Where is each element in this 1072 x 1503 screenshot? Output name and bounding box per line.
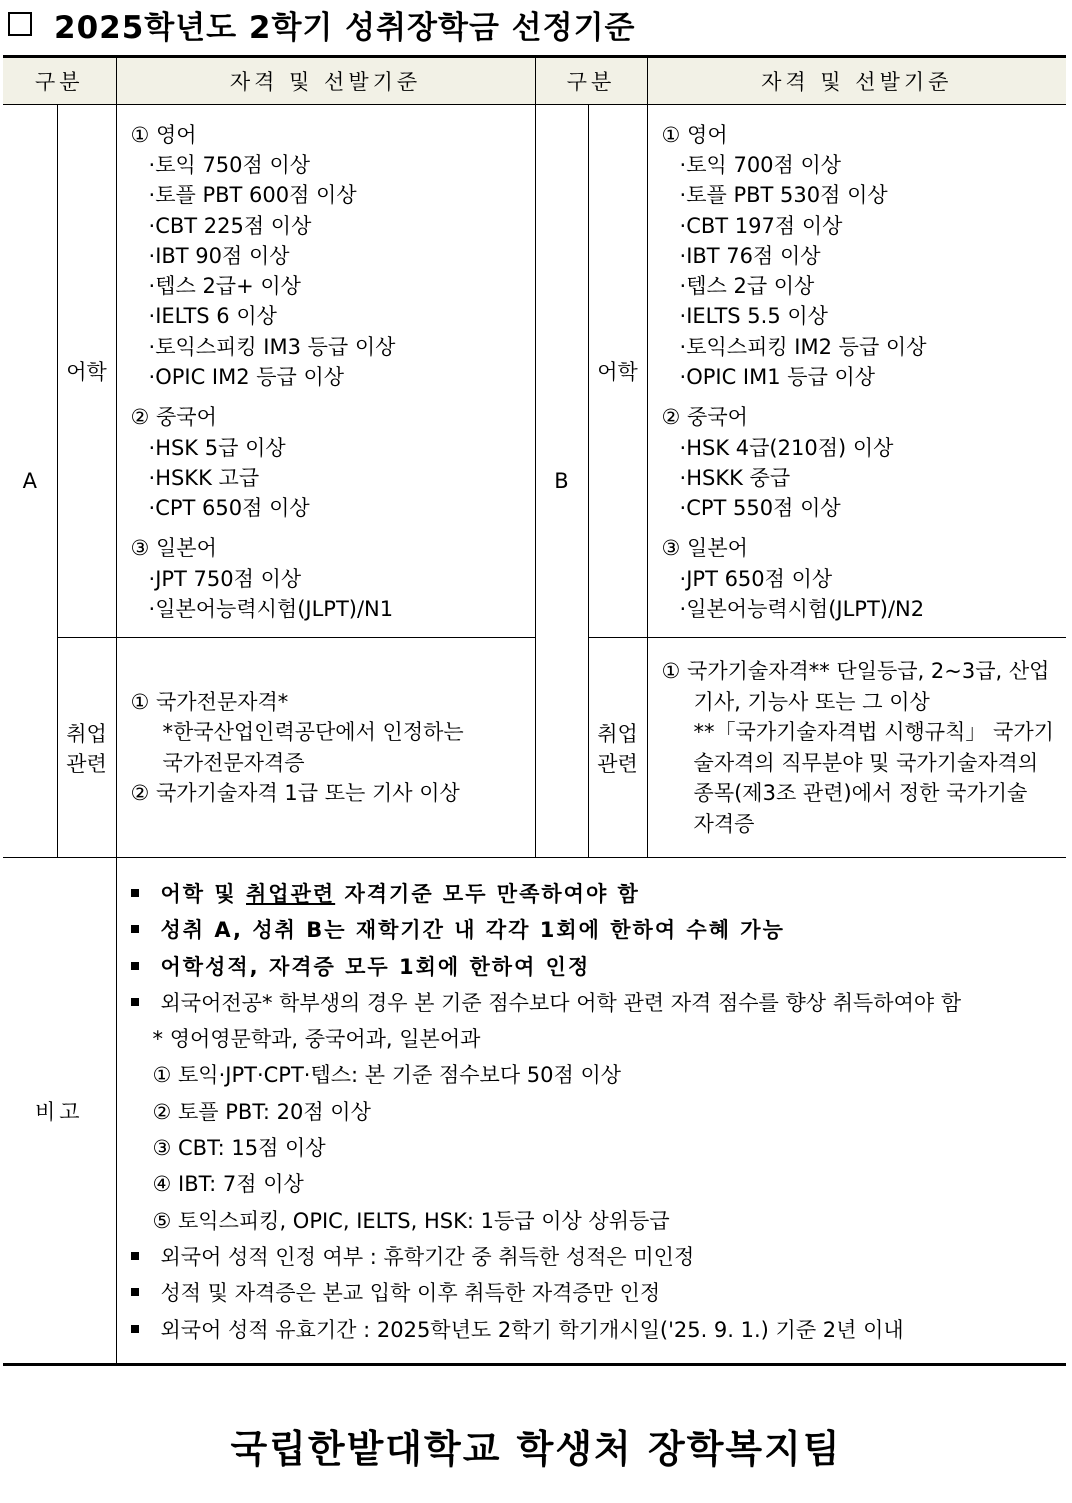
lang-b-line: ·IBT 76점 이상 <box>679 243 821 268</box>
square-bullet-icon <box>131 925 139 933</box>
document-title <box>6 2 635 46</box>
remark-subitem: ② 토플 PBT: 20점 이상 <box>152 1099 371 1124</box>
title-text: 2025학년도 2학기 성취장학금 선정기준 <box>54 9 636 46</box>
grade-b-language-label: 어학 <box>588 105 647 638</box>
lang-a-line: ③ 일본어 <box>130 536 217 561</box>
lang-b-line: ·일본어능력시험(JLPT)/N2 <box>679 597 925 622</box>
square-bullet-icon <box>131 962 139 970</box>
header-criteria-a: 자격 및 선발기준 <box>116 57 535 105</box>
remark-item <box>131 949 1067 985</box>
remark-text: 외국어 성적 인정 여부 : 휴학기간 중 취득한 성적은 미인정 <box>160 1244 695 1269</box>
grade-a-employment-label <box>57 638 116 858</box>
square-bullet-icon <box>131 1325 139 1333</box>
square-bullet-icon <box>131 889 139 897</box>
grade-b-label: B <box>535 105 588 858</box>
criteria-table <box>3 55 1066 1366</box>
lang-a-line: ·토플 PBT 600점 이상 <box>148 183 357 208</box>
remark-text: 어학성적, 자격증 모두 1회에 한하여 인정 <box>160 954 591 979</box>
lang-a-line: ·HSKK 고급 <box>148 465 260 490</box>
remark-subitem: ③ CBT: 15점 이상 <box>152 1136 326 1161</box>
grade-a-label: A <box>3 105 57 858</box>
remark-item <box>131 1275 1067 1311</box>
lang-a-line: ·CBT 225점 이상 <box>148 213 312 238</box>
lang-a-line: ·일본어능력시험(JLPT)/N1 <box>148 597 394 622</box>
lang-a-line: ·JPT 750점 이상 <box>148 566 302 591</box>
lang-b-line: ·토플 PBT 530점 이상 <box>679 183 888 208</box>
lang-a-line: ·HSK 5급 이상 <box>148 435 286 460</box>
lang-b-line: ·CPT 550점 이상 <box>679 496 841 521</box>
remark-subitem: ⑤ 토익스피킹, OPIC, IELTS, HSK: 1등급 이상 상위등급 <box>152 1208 670 1233</box>
header-category-b: 구분 <box>535 57 647 105</box>
lang-b-line: ·IELTS 5.5 이상 <box>679 304 828 329</box>
lang-a-line: ·OPIC IM2 등급 이상 <box>148 365 345 389</box>
remark-item <box>131 985 1067 1021</box>
square-bullet-icon <box>131 998 139 1006</box>
lang-b-line: ① 영어 <box>661 122 728 147</box>
lang-b-line: ·토익스피킹 IM2 등급 이상 <box>679 334 927 359</box>
remarks-content <box>116 858 1066 1365</box>
grade-a-language-criteria <box>116 105 535 638</box>
remark-underlined-text: 취업관련 <box>246 882 336 906</box>
grade-a-employment-criteria <box>116 638 535 858</box>
emp-b-line: 자격증 <box>693 811 755 836</box>
lang-a-line: ② 중국어 <box>130 405 217 430</box>
lang-a-line: ·토익스피킹 IM3 등급 이상 <box>148 334 396 359</box>
lang-b-line: ③ 일본어 <box>661 536 748 561</box>
remark-text: 자격기준 모두 만족하여야 함 <box>335 882 640 906</box>
grade-b-employment-criteria <box>647 638 1066 858</box>
emp-b-line: 술자격의 직무분야 및 국가기술자격의 <box>693 750 1039 775</box>
emp-b-label-2: 관련 <box>597 751 638 776</box>
lang-a-line: ·IELTS 6 이상 <box>148 304 277 329</box>
lang-b-line: ·토익 700점 이상 <box>679 152 842 177</box>
remark-subitem: ④ IBT: 7점 이상 <box>152 1172 304 1197</box>
lang-b-line: ·OPIC IM1 등급 이상 <box>679 365 876 389</box>
remark-text: 성취 A, 성취 B는 재학기간 내 각각 1회에 한하여 수혜 가능 <box>160 918 785 943</box>
issuer-footer: 국립한밭대학교 학생처 장학복지팀 <box>230 1427 842 1471</box>
lang-b-line: ·JPT 650점 이상 <box>679 566 833 591</box>
emp-b-line: **「국가기술자격법 시행규칙」 국가기 <box>693 720 1054 744</box>
remark-text: 성적 및 자격증은 본교 입학 이후 취득한 자격증만 인정 <box>160 1281 661 1306</box>
lang-a-line: ① 영어 <box>130 122 197 147</box>
lang-b-line: ② 중국어 <box>661 405 748 430</box>
remark-text: 외국어 성적 유효기간 : 2025학년도 2학기 학기개시일('25. 9. 1.) 기준 2년 이내 <box>160 1317 904 1342</box>
emp-b-line: ① 국가기술자격** 단일등급, 2~3급, 산업 <box>661 659 1050 683</box>
lang-a-line: ·텝스 2급+ 이상 <box>148 274 301 299</box>
remark-text: 외국어전공* 학부생의 경우 본 기준 점수보다 어학 관련 자격 점수를 향상 취득하여야 함 <box>160 990 962 1015</box>
grade-a-language-label: 어학 <box>57 105 116 638</box>
square-bullet-icon <box>131 1288 139 1296</box>
remark-item <box>131 1312 1067 1348</box>
emp-a-line: ② 국가기술자격 1급 또는 기사 이상 <box>130 781 460 805</box>
emp-a-label-2: 관련 <box>66 751 107 776</box>
remarks-label: 비고 <box>3 858 116 1365</box>
lang-b-line: ·텝스 2급 이상 <box>679 274 815 299</box>
remark-item <box>131 876 1067 912</box>
emp-b-label-1: 취업 <box>597 721 638 746</box>
emp-b-line: 기사, 기능사 또는 그 이상 <box>693 689 930 714</box>
lang-a-line: ·토익 750점 이상 <box>148 152 311 177</box>
remark-subitem: ① 토익·JPT·CPT·텝스: 본 기준 점수보다 50점 이상 <box>152 1063 622 1088</box>
emp-a-line: 국가전문자격증 <box>162 750 305 775</box>
remark-footnote: * 영어영문학과, 중국어과, 일본어과 <box>152 1027 481 1052</box>
lang-b-line: ·HSK 4급(210점) 이상 <box>679 435 894 460</box>
lang-a-line: ·CPT 650점 이상 <box>148 496 310 521</box>
remark-text: 어학 및 <box>160 882 246 906</box>
lang-b-line: ·HSKK 중급 <box>679 465 791 490</box>
grade-b-language-criteria <box>647 105 1066 638</box>
grade-b-employment-label <box>588 638 647 858</box>
header-criteria-b: 자격 및 선발기준 <box>647 57 1066 105</box>
lang-b-line: ·CBT 197점 이상 <box>679 213 843 238</box>
lang-a-line: ·IBT 90점 이상 <box>148 243 290 268</box>
square-bullet-icon <box>131 1252 139 1260</box>
emp-a-line: ① 국가전문자격* <box>130 689 289 714</box>
emp-a-label-1: 취업 <box>66 721 107 746</box>
remark-item <box>131 1239 1067 1275</box>
checkbox-square-icon <box>8 12 32 36</box>
header-category-a: 구분 <box>3 57 116 105</box>
emp-a-line: *한국산업인력공단에서 인정하는 <box>162 720 464 744</box>
remark-item <box>131 912 1067 948</box>
emp-b-line: 종목(제3조 관련)에서 정한 국가기술 <box>693 781 1028 805</box>
